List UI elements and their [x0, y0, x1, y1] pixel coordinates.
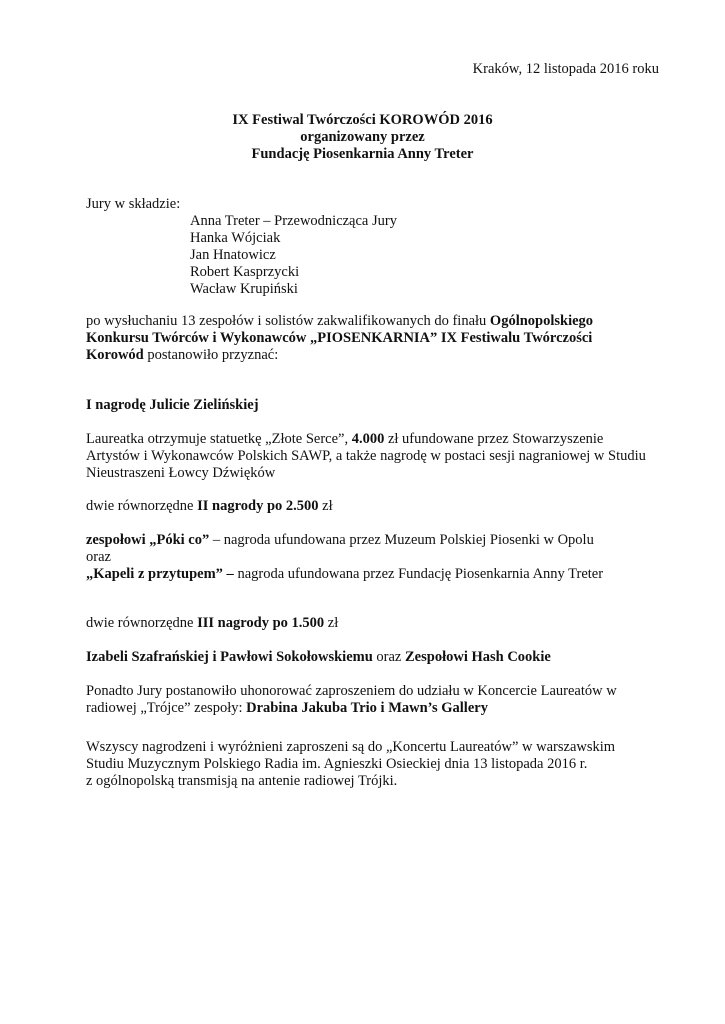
second-prize-heading: dwie równorzędne II nagrody po 2.500 zł [86, 498, 333, 514]
decision-paragraph [86, 313, 666, 364]
second-prize-winner: „Kapeli z przytupem” – nagroda ufundowana przez Fundację Piosenkarnia Anny Treter [86, 566, 604, 582]
first-prize-heading: I nagrodę Julicie Zielińskiej [86, 397, 259, 413]
contest-name-part2: Konkursu Twórców i Wykonawców „PIOSENKARNIA” IX Festiwalu Twórczości [86, 330, 593, 346]
contest-name-part3: Korowód [86, 347, 144, 363]
document-date: Kraków, 12 listopada 2016 roku [472, 61, 659, 77]
decision-intro: po wysłuchaniu 13 zespołów i solistów zakwalifikowanych do finału [86, 313, 490, 329]
second-prize-winner: zespołowi „Póki co” – nagroda ufundowana przez Muzeum Polskiej Piosenki w Opolu [86, 532, 594, 548]
contest-name-part1: Ogólnopolskiego [489, 313, 594, 329]
jury-section [86, 196, 666, 298]
third-prize-heading: dwie równorzędne III nagrody po 1.500 zł [86, 615, 339, 631]
document-title [0, 112, 725, 163]
honors-paragraph: Ponadto Jury postanowiło uhonorować zaproszeniem do udziału w Koncercie Laureatów w radiowej „Trójce” zespoły: Drabina Jakuba Trio i Mawn’s Gallery [86, 683, 617, 716]
jury-member-list [86, 213, 666, 298]
title-line-festival: IX Festiwal Twórczości KOROWÓD 2016 [232, 112, 493, 128]
jury-member: Hanka Wójciak [190, 230, 281, 246]
jury-member: Anna Treter – Przewodnicząca Jury [190, 213, 397, 229]
jury-member: Jan Hnatowicz [190, 247, 276, 263]
first-prize-amount: 4.000 [351, 431, 385, 447]
second-prize-winners [86, 532, 666, 583]
closing-paragraph: Wszyscy nagrodzeni i wyróżnieni zaproszeni są do „Koncertu Laureatów” w warszawskim Studiu Muzycznym Polskiego Radia im. Agnieszki Osieckiej dnia 13 listopada 2016 r. z ogólnopolską transmisją na antenie radiowej Trójki. [86, 739, 616, 789]
honored-bands: Drabina Jakuba Trio i Mawn’s Gallery [246, 700, 488, 716]
decision-outro: postanowiło przyznać: [143, 347, 279, 363]
title-line-organized: organizowany przez [300, 129, 425, 145]
winners-connector: oraz [86, 549, 111, 565]
third-prize-winners: Izabeli Szafrańskiej i Pawłowi Sokołowskiemu oraz Zespołowi Hash Cookie [86, 649, 551, 665]
first-prize-description: Laureatka otrzymuje statuetkę „Złote Serce”, 4.000 zł ufundowane przez Stowarzyszenie Artystów i Wykonawców Polskich SAWP, a także nagrodę w postaci sesji nagraniowej w Studiu Nieustraszeni Łowcy Dźwięków [86, 431, 646, 481]
jury-member: Robert Kasprzycki [190, 264, 300, 280]
jury-member: Wacław Krupiński [190, 281, 298, 297]
jury-heading: Jury w składzie: [86, 196, 181, 212]
title-line-foundation: Fundację Piosenkarnia Anny Treter [251, 146, 474, 162]
